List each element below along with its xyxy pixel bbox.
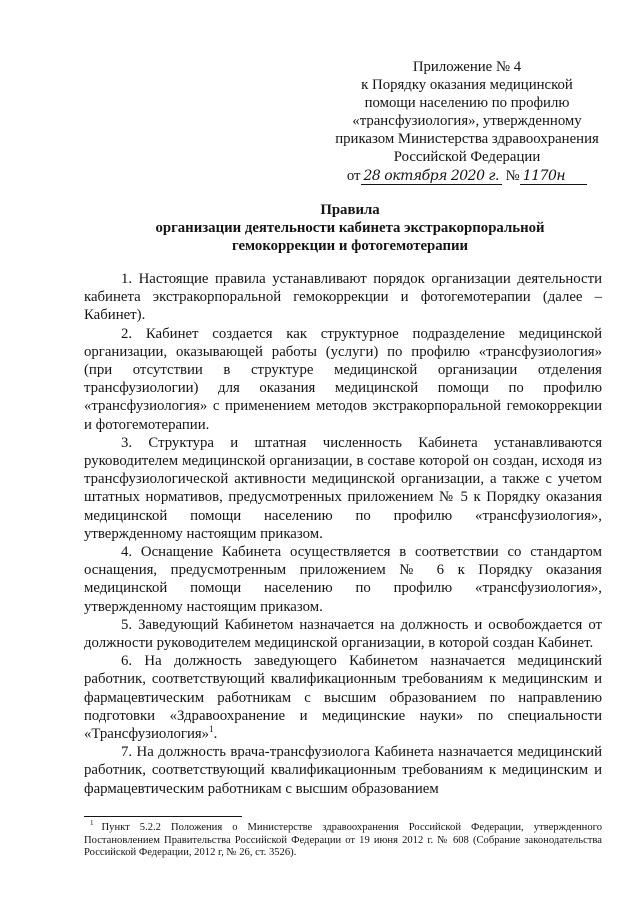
paragraph-3: 3. Структура и штатная численность Кабинета устанавливаются руководителем медицинской организации, в составе которой он создан, исходя из трансфузиологической активности медицинской организации, а также с учетом штатных нормативов, предусмотренных приложением № 5 к Порядку оказания медицинской помощи населению по профилю «трансфузиология», утвержденному настоящим приказом. xyxy=(84,434,602,542)
footnote-mark: 1 xyxy=(90,819,94,828)
title-line-2: организации деятельности кабинета экстракорпоральной xyxy=(155,220,545,236)
header-line: помощи населению по профилю xyxy=(364,95,570,112)
paragraph-6 xyxy=(84,652,602,743)
paragraph-4: 4. Оснащение Кабинета осуществляется в соответствии со стандартом оснащения, предусмотренным приложением № 6 к Порядку оказания медицинской помощи населению по профилю «трансфузиология», утвержденному настоящим приказом. xyxy=(84,544,602,615)
header-line: Российской Федерации xyxy=(393,149,541,166)
header-line: приказом Министерства здравоохранения xyxy=(335,131,599,148)
header-line: к Порядку оказания медицинской xyxy=(361,77,573,94)
document-title xyxy=(80,201,620,255)
date-prefix: от xyxy=(346,167,361,184)
document-body xyxy=(84,270,602,798)
title-line-1: Правила xyxy=(320,202,380,218)
paragraph-2: 2. Кабинет создается как структурное подразделение медицинской организации, оказывающей работы (услуги) по профилю «трансфузиология» (при отсутствии в структуре медицинской организации отделения трансфузиологии) для оказания медицинской помощи по профилю «трансфузиология» с применением методов экстракорпоральной гемокоррекции и фотогемотерапии. xyxy=(84,325,602,433)
order-date-number-line xyxy=(322,167,612,185)
title-line-3: гемокоррекции и фотогемотерапии xyxy=(231,238,469,254)
header-line: «трансфузиология», утвержденному xyxy=(352,113,582,130)
footnote xyxy=(84,819,602,860)
paragraph-7: 7. На должность врача-трансфузиолога Кабинета назначается медицинский работник, соответствующий квалификационным требованиям к медицинским и фармацевтическим работникам с высшим образованием xyxy=(84,744,602,797)
paragraph-1: 1. Настоящие правила устанавливают порядок организации деятельности кабинета экстракорпоральной гемокоррекции и фотогемотерапии (далее – Кабинет). xyxy=(84,271,602,324)
handwritten-date: 28 октября 2020 г. xyxy=(361,168,502,185)
paragraph-6-end: . xyxy=(213,726,218,743)
paragraph-6-text: 6. На должность заведующего Кабинетом назначается медицинский работник, соответствующий квалификационным требованиям к медицинским и фармацевтическим работникам с высшим образованием по направлению подготовки «Здравоохранение и медицинские науки» по специальности «Трансфузиология» xyxy=(84,653,602,743)
footnote-separator xyxy=(84,816,242,817)
footnote-reference: 1 xyxy=(209,724,214,735)
number-prefix: № xyxy=(505,167,520,184)
footnote-text: Пункт 5.2.2 Положения о Министерстве здравоохранения Российской Федерации, утвержденного Постановлением Правительства Российской Федерации от 19 июня 2012 г. № 608 (Собрание законодательства Российской Федерации, 2012 г, № 26, ст. 3526). xyxy=(84,822,602,859)
appendix-header xyxy=(322,58,612,185)
header-line-appendix-number: Приложение № 4 xyxy=(412,59,522,75)
paragraph-5: 5. Заведующий Кабинетом назначается на должность и освобождается от должности руководителем медицинской организации, в которой создан Кабинет. xyxy=(84,616,602,652)
handwritten-order-number: 1170н xyxy=(520,168,587,185)
